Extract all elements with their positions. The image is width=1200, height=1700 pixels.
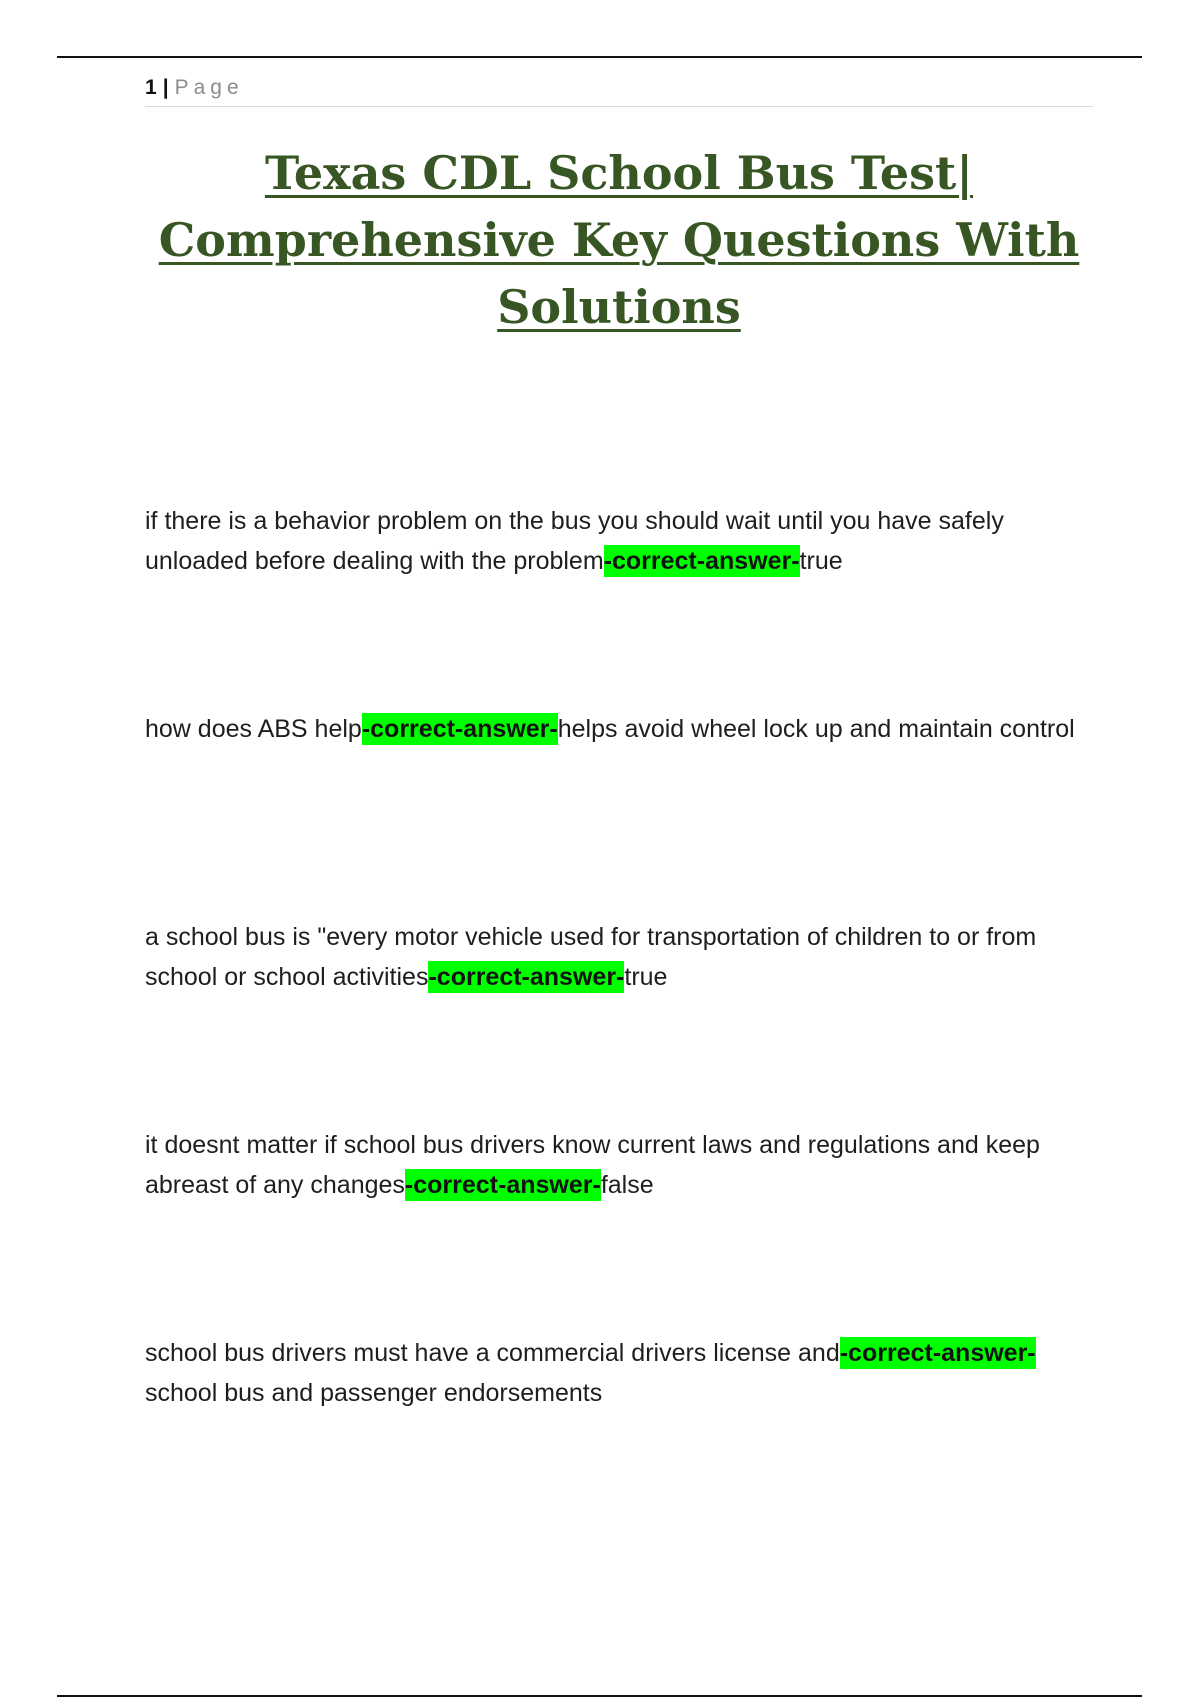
question-text: a school bus is "every motor vehicle used for transportation of children to or from school or school activities <box>145 923 1037 991</box>
qa-item <box>145 1125 1105 1205</box>
question-text: how does ABS help <box>145 715 362 743</box>
answer-text: helps avoid wheel lock up and maintain control <box>557 715 1075 743</box>
top-rule <box>57 56 1142 58</box>
answer-text: false <box>600 1171 654 1199</box>
document-title: Texas CDL School Bus Test| Comprehensive Key Questions With Solutions <box>158 146 1080 334</box>
qa-item <box>145 501 1105 581</box>
page-number: 1 <box>145 76 157 99</box>
answer-text: true <box>624 963 668 991</box>
question-text: school bus drivers must have a commercial drivers license and <box>145 1339 840 1367</box>
correct-answer-marker: -correct-answer- <box>404 1171 601 1199</box>
correct-answer-marker: -correct-answer- <box>361 715 558 743</box>
correct-answer-marker: -correct-answer- <box>839 1339 1036 1367</box>
page-label: Page <box>174 76 244 99</box>
correct-answer-marker: -correct-answer- <box>428 963 625 991</box>
page-header <box>145 74 1093 107</box>
qa-item <box>145 917 1105 997</box>
page-separator: | <box>162 76 169 99</box>
qa-item <box>145 1333 1105 1413</box>
question-text: it doesnt matter if school bus drivers know current laws and regulations and keep abreast of any changes <box>145 1131 1040 1199</box>
answer-text: true <box>799 547 843 575</box>
question-text: if there is a behavior problem on the bus you should wait until you have safely unloaded before dealing with the problem <box>145 507 1004 575</box>
bottom-rule <box>57 1695 1142 1697</box>
correct-answer-marker: -correct-answer- <box>603 547 800 575</box>
qa-item <box>145 709 1105 749</box>
answer-text: school bus and passenger endorsements <box>145 1379 603 1407</box>
